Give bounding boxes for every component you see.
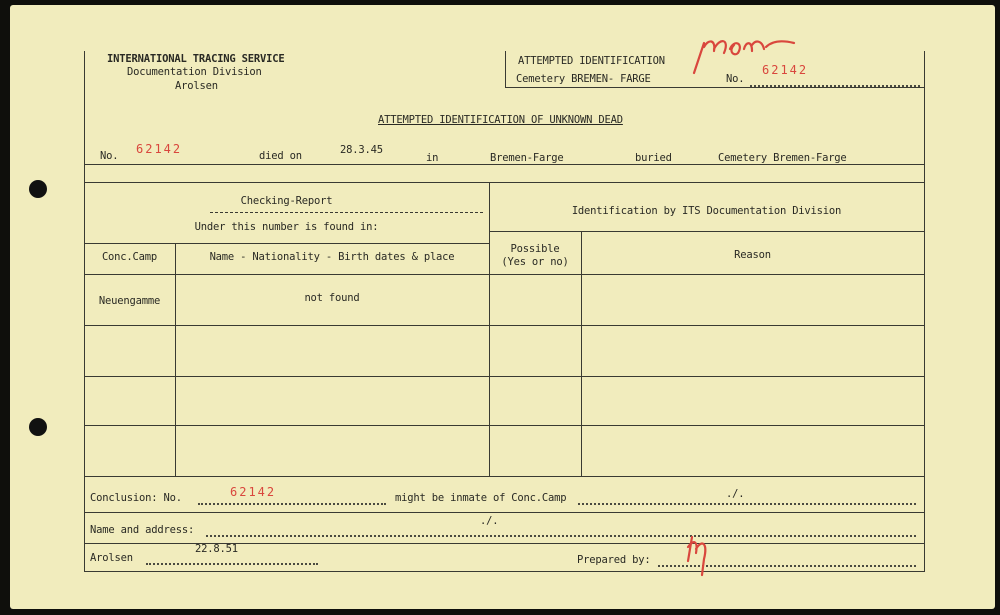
died-on-label: died on (259, 150, 302, 162)
row-line-2 (84, 376, 925, 377)
signature (680, 531, 720, 579)
header-no-value: 62142 (762, 63, 809, 77)
place-label: Arolsen (90, 552, 133, 564)
header-divider (505, 51, 506, 87)
identification-title: Identification by ITS Documentation Division (571, 205, 842, 217)
conclusion-camp-value: ./. (726, 488, 745, 500)
might-be-label: might be inmate of Conc.Camp (395, 492, 567, 504)
name-address-value: ./. (480, 515, 499, 527)
buried-label: buried (635, 152, 672, 164)
died-on-value: 28.3.45 (340, 144, 383, 156)
record-underline (84, 164, 925, 165)
frame-right (924, 51, 925, 571)
conclusion-camp-dots (578, 503, 916, 505)
row-line-3 (84, 425, 925, 426)
col-header-reason: Reason (734, 249, 771, 261)
cemetery-label: Cemetery BREMEN- FARGE (516, 73, 651, 85)
record-no-label: No. (100, 150, 119, 162)
punch-hole-bottom (29, 418, 47, 436)
org-line3: Arolsen (175, 80, 218, 92)
in-value: Bremen-Farge (490, 152, 564, 164)
handwritten-note (690, 29, 800, 79)
table-top-line (84, 182, 925, 183)
row1-name: not found (304, 292, 360, 304)
frame-bottom (84, 571, 925, 572)
identification-sub-line (489, 231, 924, 232)
col-header-possible-2: (Yes or no) (501, 256, 569, 268)
name-address-dots (206, 535, 916, 537)
conclusion-no-value: 62142 (230, 485, 277, 499)
place-dots (146, 563, 318, 565)
table-header-line (84, 274, 925, 275)
buried-value: Cemetery Bremen-Farge (718, 152, 847, 164)
attempted-identification-label: ATTEMPTED IDENTIFICATION (518, 55, 665, 67)
org-line1: INTERNATIONAL TRACING SERVICE (107, 53, 285, 65)
row-line-1 (84, 325, 925, 326)
punch-hole-top (29, 180, 47, 198)
record-no-value: 62142 (136, 142, 183, 156)
conclusion-line (84, 512, 925, 513)
conclusion-no-dots (198, 503, 386, 505)
table-bottom-line (84, 476, 925, 477)
checking-title-line (210, 212, 483, 213)
prepared-by-label: Prepared by: (577, 554, 651, 566)
header-underline (505, 87, 925, 88)
row1-camp: Neuengamme (98, 295, 161, 307)
date-value: 22.8.51 (195, 543, 238, 555)
col-header-camp: Conc.Camp (101, 251, 158, 263)
col-divider-name (175, 243, 176, 476)
table-divider-main (489, 182, 490, 476)
name-address-label: Name and address: (90, 524, 195, 536)
conclusion-label: Conclusion: No. (90, 492, 182, 504)
header-no-label: No. (726, 73, 745, 85)
frame-left (84, 51, 85, 571)
checking-subtitle: Under this number is found in: (194, 221, 379, 233)
org-line2: Documentation Division (127, 66, 262, 78)
checking-sub-line (84, 243, 489, 244)
col-header-name: Name - Nationality - Birth dates & place (209, 251, 455, 263)
checking-title: Checking-Report (240, 195, 333, 207)
col-header-possible-1: Possible (510, 243, 560, 255)
document-card (10, 5, 995, 609)
in-label: in (426, 152, 439, 164)
col-divider-reason (581, 231, 582, 476)
page-title: ATTEMPTED IDENTIFICATION OF UNKNOWN DEAD (378, 114, 623, 126)
